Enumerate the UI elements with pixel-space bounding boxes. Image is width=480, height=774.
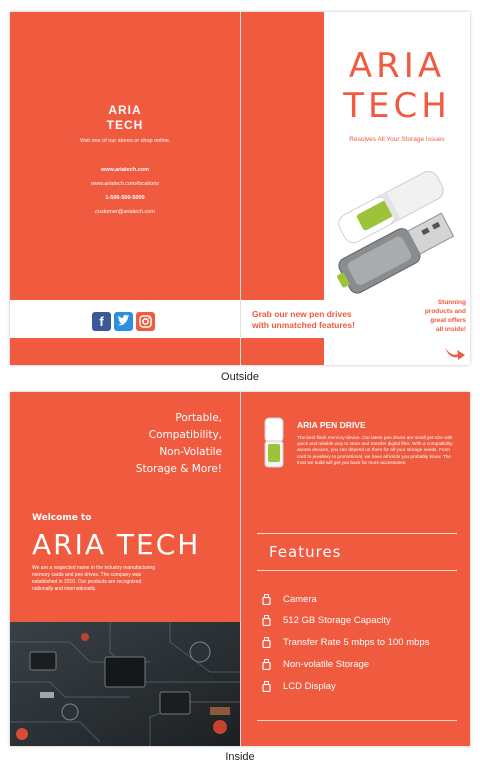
- headline-line1: Portable,: [175, 412, 222, 424]
- headline-line2: Compatibility,: [148, 429, 222, 441]
- visit-text: Visit one of our stores or shop online.: [79, 138, 171, 144]
- promo-line2: with unmatched features!: [252, 320, 355, 330]
- headline-line4: Storage & More!: [135, 463, 222, 475]
- promo-line1: Grab our new pen drives: [252, 309, 352, 319]
- website-link[interactable]: www.ariatech.com: [100, 167, 150, 173]
- welcome-text: Welcome to: [32, 513, 92, 523]
- back-panel-top: [10, 12, 240, 300]
- features-divider-top: [257, 533, 457, 534]
- inside-brand: ARIA TECH: [32, 528, 201, 561]
- about-text: We are a respected name in the industry manufacturing memory cards and pen drives. The company was established in 2010. Our products are recognized nationally and internationally.: [32, 565, 156, 592]
- cover-tagline: Resolves All Your Storage Issues: [349, 136, 445, 143]
- promo-text: [252, 309, 372, 331]
- locations-link[interactable]: www.ariatech.com/locations: [91, 181, 159, 187]
- feature-item: [262, 657, 369, 671]
- arrow-icon: [444, 345, 466, 361]
- product-title: ARIA PEN DRIVE: [297, 420, 366, 430]
- usb-icon: [262, 659, 271, 670]
- usb-icon: [262, 637, 271, 648]
- instagram-icon[interactable]: [136, 312, 155, 331]
- email-link[interactable]: customer@ariatech.com: [95, 209, 155, 215]
- usb-icon: [262, 615, 271, 626]
- headline: [110, 410, 222, 478]
- pen-drives-image: [324, 152, 470, 297]
- feature-label: 512 GB Storage Capacity: [283, 614, 391, 626]
- cover-brand-line1: ARIA: [348, 46, 446, 86]
- back-brand-line2: TECH: [106, 118, 144, 132]
- feature-item: [262, 592, 317, 606]
- fold-line: [240, 12, 241, 365]
- feature-item: [262, 613, 391, 627]
- usb-icon: [262, 681, 271, 692]
- features-divider-mid: [257, 570, 457, 571]
- outside-caption: Outside: [221, 371, 259, 383]
- feature-item: [262, 635, 429, 649]
- pen-drive-image: [262, 417, 286, 469]
- cover-brand: [324, 46, 470, 126]
- features-divider-bottom: [257, 720, 457, 721]
- offer-text: [406, 298, 466, 334]
- cover-panel-bottom: [241, 338, 324, 365]
- fold-line: [240, 392, 241, 746]
- phone-number: 1-500-500-5000: [105, 195, 145, 201]
- product-description: The best flash memory device. Our latest pen drives are small yet size with quick and reliable way to store and transfer digital files. With a compatibility across devices, you can depend on them for all your storage needs. From card to jewellery to promotional, we have all kinds you probably know. The trust we build will get you back for more accessories.: [297, 435, 453, 465]
- circuit-board-image: [10, 622, 240, 746]
- feature-label: Transfer Rate 5 mbps to 100 mbps: [283, 636, 430, 648]
- outside-spread: [10, 12, 470, 365]
- cover-brand-line2: TECH: [343, 86, 451, 126]
- headline-line3: Non-Volatile: [159, 446, 222, 458]
- back-brand-line1: ARIA: [108, 103, 142, 117]
- feature-label: Camera: [283, 593, 317, 605]
- offer-line1: Stunning: [437, 299, 466, 306]
- twitter-icon[interactable]: [114, 312, 133, 331]
- usb-icon: [262, 594, 271, 605]
- facebook-icon[interactable]: f: [92, 312, 111, 331]
- feature-label: LCD Display: [283, 680, 336, 692]
- inside-spread: [10, 392, 470, 746]
- offer-line2: products and: [424, 308, 466, 315]
- feature-item: [262, 679, 336, 693]
- inside-caption: Inside: [225, 751, 255, 763]
- offer-line4: all inside!: [436, 326, 466, 333]
- offer-line3: great offers: [430, 317, 466, 324]
- features-title: Features: [269, 543, 342, 561]
- feature-label: Non-volatile Storage: [283, 658, 370, 670]
- cover-panel-color: [241, 12, 324, 300]
- back-panel-bottom: [10, 338, 240, 365]
